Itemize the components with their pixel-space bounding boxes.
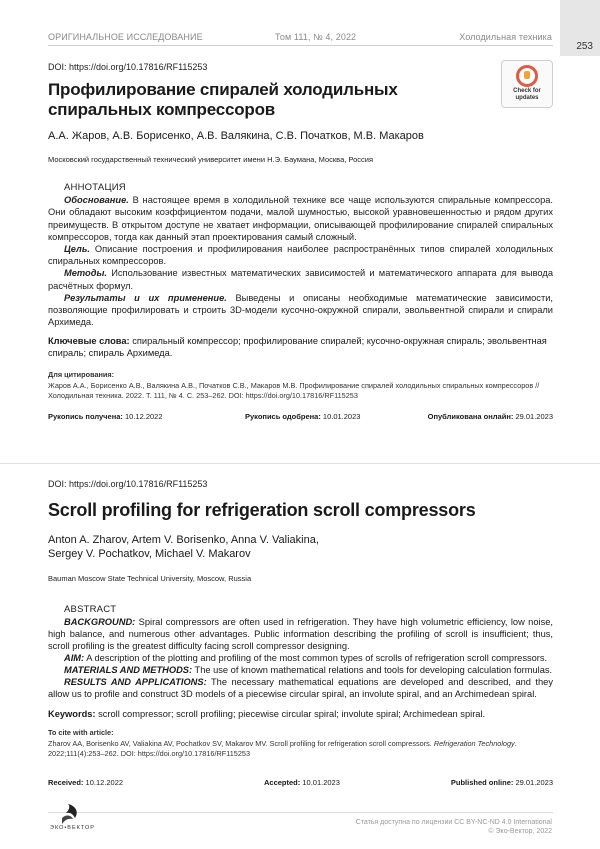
- ru-methods-text: Использование известных математических зависимостей и математического аппарата для вывода расчётных формул.: [48, 268, 553, 291]
- ru-background-label: Обоснование.: [64, 195, 129, 206]
- en-accepted: 10.01.2023: [300, 778, 340, 787]
- en-accepted-label: Accepted:: [264, 778, 301, 787]
- ru-keywords: [48, 335, 553, 359]
- en-abstract-label: ABSTRACT: [64, 604, 117, 615]
- en-background-text: Spiral compressors are often used in refrigeration. They have high volumetric efficiency, low noise, high balance, and numerous other advantages. Public information describing the profiling of scroll is insufficient; thus, scroll profiling is the greatest difficulty facing scroll compressor designing.: [48, 617, 553, 651]
- ru-cite-label: Для цитирования:: [48, 370, 115, 379]
- en-published: 29.01.2023: [513, 778, 553, 787]
- check-updates-icon: [516, 65, 538, 87]
- en-aim-label: AIM:: [64, 653, 85, 663]
- en-results-text: The necessary mathematical equations are developed and described, and they allow us to profile and construct 3D models of a piecewise circular spiral, an involute spiral, and an Archimedean spiral.: [48, 677, 553, 699]
- en-results: [48, 676, 553, 700]
- ru-methods-label: Методы.: [64, 268, 108, 279]
- en-keywords: [48, 708, 553, 720]
- volume-label: Том 111, № 4, 2022: [275, 32, 357, 42]
- ru-methods: [48, 267, 553, 291]
- en-authors-line1: Anton A. Zharov, Artem V. Borisenko, Anna V. Valiakina,: [48, 534, 319, 546]
- ru-received: 10.12.2022: [122, 412, 163, 421]
- check-for-updates-badge[interactable]: [501, 60, 553, 108]
- en-background: [48, 616, 553, 652]
- en-authors-line2: Sergey V. Pochatkov, Michael V. Makarov: [48, 548, 251, 560]
- ru-results-text: Выведены и описаны необходимые математические зависимости, позволяющие профилировать и строить 3D-модели кусочно-окружной спирали, эвольвентной спирали и спирали Архимеда.: [48, 292, 553, 328]
- en-cite-journal: Refrigeration Technology: [433, 738, 515, 748]
- en-cite-tail: . 2022;111(4):253–262. DOI: https://doi.org/10.17816/RF115253: [48, 738, 517, 758]
- ru-keywords-label: Ключевые слова:: [48, 336, 130, 346]
- header-rule: [48, 45, 553, 46]
- en-affiliation: Bauman Moscow State Technical University, Moscow, Russia: [48, 574, 252, 583]
- ru-authors: А.А. Жаров, А.В. Борисенко, А.В. Валякина, С.В. Початков, М.В. Макаров: [48, 130, 424, 142]
- logo-text: ЭКО•ВЕКТОР: [50, 825, 95, 831]
- ru-title: Профилирование спиралей холодильных спиральных компрессоров: [48, 80, 398, 119]
- journal-name: Холодильная техника: [459, 32, 552, 42]
- badge-line2: updates: [515, 94, 539, 101]
- ru-background: [48, 194, 553, 243]
- en-background-label: BACKGROUND:: [64, 617, 136, 627]
- publisher-logo: [46, 800, 116, 832]
- en-cite-body: [48, 739, 553, 760]
- en-received-label: Received:: [48, 778, 84, 787]
- en-results-label: RESULTS AND APPLICATIONS:: [64, 677, 207, 687]
- ru-results: [48, 292, 553, 329]
- section-label: ОРИГИНАЛЬНОЕ ИССЛЕДОВАНИЕ: [48, 32, 203, 42]
- ru-doi[interactable]: DOI: https://doi.org/10.17816/RF115253: [48, 62, 208, 72]
- footer-rule: [48, 812, 553, 813]
- ru-aim: [48, 243, 553, 267]
- ru-aim-label: Цель.: [64, 244, 90, 255]
- ru-affiliation: Московский государственный технический университет имени Н.Э. Баумана, Москва, Россия: [48, 155, 374, 164]
- license-line1[interactable]: Статья доступна по лицензии CC BY-NC-ND 4.0 International: [355, 819, 552, 826]
- en-abstract: [48, 604, 553, 700]
- en-aim: [48, 652, 553, 664]
- en-aim-text: A description of the plotting and profiling of the most common types of scrolls of refrigeration scroll compressors.: [84, 653, 548, 663]
- ru-cite-text: Жаров А.А., Борисенко А.В., Валякина А.В., Початков С.В., Макаров М.В. Профилирование спиралей холодильных спиральных компрессоров // Холодильная техника. 2022. Т. 111, № 4. С. 253–262. DOI: https://doi.org/10.17816/RF115253: [48, 380, 540, 400]
- ru-abstract-label: АННОТАЦИЯ: [64, 182, 126, 193]
- en-methods-text: The use of known mathematical relations and tools for developing calculation formulas.: [192, 665, 553, 675]
- en-cite-main: Zharov AA, Borisenko AV, Valiakina AV, Pochatkov SV, Makarov MV. Scroll profiling for refrigeration scroll compressors.: [48, 738, 434, 748]
- ru-published: 29.01.2023: [513, 412, 553, 421]
- en-cite-label: To cite with article:: [48, 728, 114, 737]
- ru-background-text: В настоящее время в холодильной технике все чаще используются спиральные компрессора. Они обладают высоким коэффициентом подачи, малой шумностью, высокой уравновешенностью и рядом других преимуществ. В открытом доступе не хватает информации, описывающей профилирование спиралей спиральных компрессоров, тогда как данный этап проектирования самый сложный.: [48, 195, 553, 242]
- ru-keywords-text: спиральный компрессор; профилирование спиралей; кусочно-окружная спираль; эвольвентная спираль; спираль Архимеда.: [48, 336, 547, 358]
- en-authors: [48, 533, 368, 561]
- badge-line1: Check for: [513, 88, 541, 94]
- ru-accepted-label: Рукопись одобрена:: [245, 412, 321, 421]
- page-number: 253: [576, 41, 593, 52]
- ru-citation: [48, 370, 553, 402]
- license-notice: [356, 818, 552, 836]
- en-keywords-text: scroll compressor; scroll profiling; piecewise circular spiral; involute spiral; Archimedean spiral.: [95, 709, 486, 719]
- en-citation: [48, 728, 553, 760]
- en-title: Scroll profiling for refrigeration scroll compressors: [48, 500, 476, 520]
- ru-abstract: [48, 182, 553, 328]
- en-received: 10.12.2022: [83, 778, 124, 787]
- ru-aim-text: Описание построения и профилирования наиболее распространённых типов спиралей холодильных спиральных компрессоров.: [48, 244, 553, 267]
- ru-published-label: Опубликована онлайн:: [427, 412, 514, 421]
- en-methods: [48, 664, 553, 676]
- ru-results-label: Результаты и их применение.: [64, 292, 227, 303]
- en-methods-label: MATERIALS AND METHODS:: [64, 665, 193, 675]
- en-doi[interactable]: DOI: https://doi.org/10.17816/RF115253: [48, 479, 208, 489]
- en-keywords-label: Keywords:: [48, 709, 96, 719]
- ru-accepted: 10.01.2023: [320, 412, 361, 421]
- license-line2: © Эко-Вектор, 2022: [488, 828, 552, 835]
- ru-received-label: Рукопись получена:: [48, 412, 123, 421]
- en-published-label: Published online:: [450, 778, 514, 787]
- language-separator: [0, 463, 600, 464]
